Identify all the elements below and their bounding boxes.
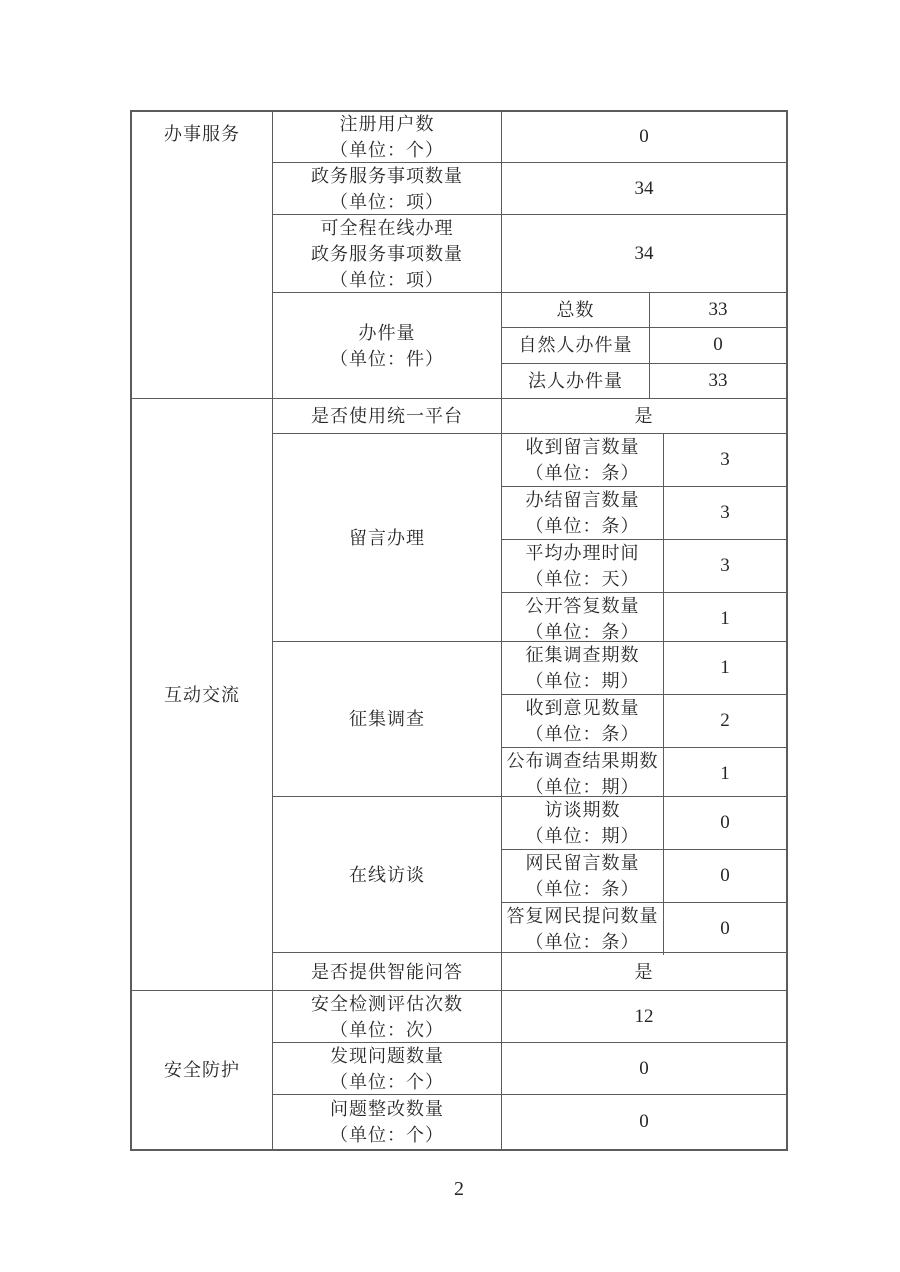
section-security: [132, 991, 786, 1149]
value-area: [502, 112, 786, 162]
sub-label-text: 自然人办件量: [518, 335, 633, 356]
value-area: [502, 1043, 786, 1094]
sub-row: [502, 293, 786, 328]
item-cell-service-items: [273, 163, 502, 214]
item-cell-message-handling: [273, 434, 502, 641]
sub-label-text: 答复网民提问数量: [506, 906, 659, 926]
value-area: [502, 163, 786, 214]
sub-value-cell: [664, 540, 786, 592]
sub-row: [502, 850, 786, 903]
item-label: 在线访谈: [349, 864, 425, 885]
sub-label-unit: （单位：条）: [525, 622, 640, 642]
sub-label-cell: [502, 328, 650, 362]
table-row: [273, 991, 786, 1043]
value-area: [502, 215, 786, 292]
item-cell-smart-qa: [273, 953, 502, 990]
value-cell: [502, 399, 786, 433]
sub-value-cell: [664, 748, 786, 800]
item-label: 留言办理: [349, 527, 425, 548]
section-interaction: [132, 399, 786, 991]
sub-label-cell: [502, 850, 664, 902]
value-text: 2: [720, 710, 730, 731]
sub-label-text: 平均办理时间: [525, 543, 640, 563]
table-row: [273, 215, 786, 293]
table-row: [273, 1095, 786, 1149]
sub-row: [502, 797, 786, 850]
value-text: 0: [720, 865, 730, 886]
value-area: [502, 953, 786, 990]
item-label: 政务服务事项数量: [311, 165, 463, 186]
item-cell-online-service-items: [273, 215, 502, 292]
item-cell-problems-found: [273, 1043, 502, 1094]
sub-label-cell: [502, 695, 664, 747]
sub-label-unit: （单位：期）: [525, 777, 640, 797]
item-cell-case-volume: [273, 293, 502, 398]
value-text: 3: [720, 555, 730, 576]
value-text: 是: [634, 406, 654, 426]
item-unit: （单位：项）: [330, 269, 444, 290]
value-text: 0: [639, 1057, 649, 1079]
sub-label-cell: [502, 797, 664, 849]
sub-label-cell: [502, 903, 664, 955]
sub-row: [502, 364, 786, 398]
value-area: [502, 797, 786, 952]
item-label: 问题整改数量: [330, 1099, 444, 1119]
sub-label-unit: （单位：期）: [525, 671, 640, 691]
sub-label-text: 法人办件量: [528, 370, 623, 391]
sub-value-cell: [664, 850, 786, 902]
sub-label-unit: （单位：条）: [525, 463, 640, 483]
item-label-line2: 政务服务事项数量: [311, 243, 463, 264]
sub-label-cell: [502, 540, 664, 592]
sub-row: [502, 903, 786, 955]
sub-row: [502, 593, 786, 645]
value-area: [502, 642, 786, 796]
value-cell: [502, 1043, 786, 1094]
item-unit: （单位：项）: [330, 191, 444, 212]
sub-label-cell: [502, 748, 664, 800]
value-cell: [502, 991, 786, 1042]
sub-label-unit: （单位：条）: [525, 516, 640, 536]
sub-label-cell: [502, 487, 664, 539]
sub-value-cell: [664, 695, 786, 747]
value-cell: [502, 953, 786, 990]
sub-label-unit: （单位：条）: [525, 932, 640, 952]
value-text: 12: [634, 1005, 654, 1027]
value-text: 是: [634, 961, 654, 982]
value-area: [502, 991, 786, 1042]
category-label: 办事服务: [164, 124, 240, 144]
sub-label-cell: [502, 434, 664, 486]
section-interaction-body: [273, 399, 786, 990]
item-unit: （单位：个）: [330, 1071, 444, 1092]
sub-label-cell: [502, 642, 664, 694]
value-text: 33: [708, 299, 728, 321]
category-label: 安全防护: [164, 1060, 240, 1080]
value-text: 1: [720, 657, 730, 678]
item-label: 办件量: [358, 322, 416, 343]
item-unit: （单位：次）: [330, 1019, 444, 1040]
section-security-body: [273, 991, 786, 1149]
item-label: 是否提供智能问答: [311, 961, 463, 982]
section-service: [132, 112, 786, 399]
item-cell-online-interview: [273, 797, 502, 952]
sub-row: [502, 540, 786, 593]
page-number: 2: [454, 1178, 464, 1200]
value-area: [502, 1095, 786, 1149]
value-text: 34: [634, 242, 654, 264]
table-row: [273, 434, 786, 642]
value-text: 3: [720, 449, 730, 470]
item-label: 征集调查: [349, 709, 425, 729]
section-service-body: [273, 112, 786, 398]
category-label: 互动交流: [164, 684, 240, 705]
value-text: 0: [720, 812, 730, 833]
item-cell-security-checks: [273, 991, 502, 1042]
sub-row: [502, 328, 786, 363]
item-unit: （单位：个）: [330, 1125, 444, 1145]
sub-label-text: 办结留言数量: [525, 490, 640, 510]
category-cell-interaction: [132, 399, 273, 990]
table-row: [273, 1043, 786, 1095]
value-area: [502, 434, 786, 641]
table-row: [273, 953, 786, 990]
gov-website-report-table: [130, 110, 788, 1151]
sub-value-cell: [664, 797, 786, 849]
value-cell: [502, 215, 786, 292]
table-row: [273, 293, 786, 398]
value-text: 33: [708, 369, 728, 391]
table-row: [273, 112, 786, 163]
item-label: 是否使用统一平台: [311, 406, 463, 426]
value-cell: [502, 112, 786, 162]
table-row: [273, 163, 786, 215]
sub-row: [502, 487, 786, 540]
item-cell-problems-fixed: [273, 1095, 502, 1149]
sub-label-text: 收到留言数量: [525, 437, 640, 457]
value-text: 1: [720, 608, 730, 629]
value-text: 0: [639, 1111, 649, 1132]
sub-label-text: 公开答复数量: [525, 596, 640, 616]
sub-label-unit: （单位：期）: [525, 826, 640, 846]
value-text: 0: [639, 126, 649, 147]
item-unit: （单位：件）: [330, 348, 444, 369]
sub-label-cell: [502, 293, 650, 327]
sub-row: [502, 695, 786, 748]
sub-value-cell: [650, 364, 786, 398]
table-row: [273, 642, 786, 797]
item-unit: （单位：个）: [330, 140, 444, 160]
value-text: 0: [713, 334, 723, 356]
sub-value-cell: [664, 642, 786, 694]
sub-row: [502, 642, 786, 695]
table-row: [273, 399, 786, 434]
sub-value-cell: [664, 593, 786, 645]
sub-value-cell: [664, 434, 786, 486]
item-cell-survey: [273, 642, 502, 796]
sub-value-cell: [650, 328, 786, 362]
sub-label-cell: [502, 364, 650, 398]
item-label: 安全检测评估次数: [311, 993, 463, 1014]
category-cell-security: [132, 991, 273, 1149]
table-row: [273, 797, 786, 953]
value-text: 34: [634, 177, 654, 199]
category-cell-service: [132, 112, 273, 398]
sub-label-text: 网民留言数量: [525, 853, 640, 873]
value-cell: [502, 163, 786, 214]
sub-label-unit: （单位：条）: [525, 724, 640, 744]
sub-value-cell: [664, 487, 786, 539]
sub-label-text: 总数: [556, 300, 595, 321]
sub-value-cell: [664, 903, 786, 955]
sub-label-unit: （单位：条）: [525, 879, 640, 899]
item-label: 注册用户数: [339, 114, 435, 134]
item-cell-registered-users: [273, 112, 502, 162]
value-text: 1: [720, 763, 730, 784]
item-cell-unified-platform: [273, 399, 502, 433]
value-area: [502, 293, 786, 398]
sub-row: [502, 434, 786, 487]
sub-row: [502, 748, 786, 800]
sub-label-text: 征集调查期数: [525, 645, 640, 665]
value-text: 3: [720, 502, 730, 523]
item-label: 可全程在线办理: [320, 217, 454, 238]
item-label: 发现问题数量: [330, 1045, 444, 1066]
sub-label-unit: （单位：天）: [525, 569, 640, 589]
value-cell: [502, 1095, 786, 1149]
value-text: 0: [720, 918, 730, 939]
value-area: [502, 399, 786, 433]
sub-label-text: 访谈期数: [544, 800, 621, 820]
sub-value-cell: [650, 293, 786, 327]
sub-label-text: 公布调查结果期数: [506, 751, 659, 771]
sub-label-cell: [502, 593, 664, 645]
sub-label-text: 收到意见数量: [525, 698, 640, 718]
